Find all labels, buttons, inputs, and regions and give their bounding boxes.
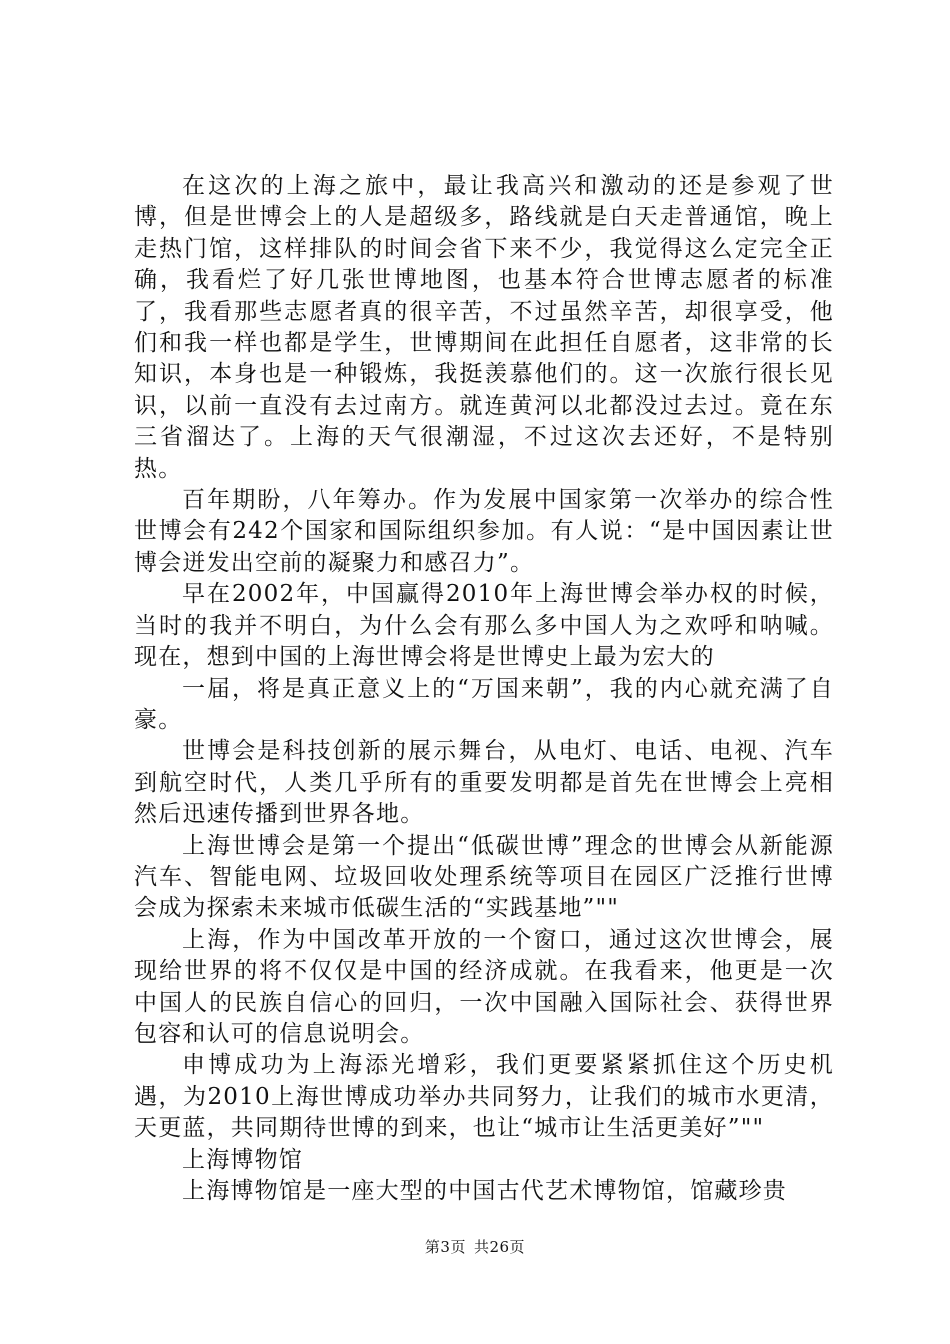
paragraph-century-expectation: 百年期盼，八年筹办。作为发展中国家第一次举办的综合性世博会有242个国家和国际组织参加。有人说：“是中国因素让世博会迸发出空前的凝聚力和感召力”。 [134, 487, 834, 576]
paragraph-wanguo-laichao: 一届，将是真正意义上的“万国来朝”，我的内心就充满了自豪。 [134, 675, 834, 733]
paragraph-tech-innovation: 世博会是科技创新的展示舞台，从电灯、电话、电视、汽车到航空时代，人类几乎所有的重要发明都是首先在世博会上亮相然后迅速传播到世界各地。 [134, 738, 834, 828]
paragraph-reform-window: 上海，作为中国改革开放的一个窗口，通过这次世博会，展现给世界的将不仅仅是中国的经济成就。在我看来，他更是一次中国人的民族自信心的回归，一次中国融入国际社会、获得世界包容和认可的信息说明会。 [134, 926, 834, 1047]
page-number: 第3页 [424, 1238, 466, 1256]
paragraph-low-carbon: 上海世博会是第一个提出“低碳世博”理念的世博会从新能源汽车、智能电网、垃圾回收处理系统等项目在园区广泛推行世博会成为探索未来城市低碳生活的“实践基地”"" [134, 832, 834, 922]
paragraph-2002-bid: 早在2002年，中国赢得2010年上海世博会举办权的时候，当时的我并不明白，为什么会有那么多中国人为之欢呼和呐喊。现在，想到中国的上海世博会将是世博史上最为宏大的 [134, 581, 834, 671]
page-total: 共26页 [473, 1238, 526, 1256]
paragraph-bid-success: 申博成功为上海添光增彩，我们更要紧紧抓住这个历史机遇，为2010上海世博成功举办共同努力，让我们的城市水更清，天更蓝，共同期待世博的到来，也让“城市让生活更美好”"" [134, 1052, 834, 1142]
paragraph-shanghai-trip: 在这次的上海之旅中，最让我高兴和激动的还是参观了世博，但是世博会上的人是超级多，路线就是白天走普通馆，晚上走热门馆，这样排队的时间会省下来不少，我觉得这么定完全正确，我看烂了好几张世博地图，也基本符合世博志愿者的标准了，我看那些志愿者真的很辛苦，不过虽然辛苦，却很享受，他们和我一样也都是学生，世博期间在此担任自愿者，这非常的长知识，本身也是一种锻炼，我挺羡慕他们的。这一次旅行很长见识，以前一直没有去过南方。就连黄河以北都没过去过。竟在东三省溜达了。上海的天气很潮湿，不过这次去还好，不是特别热。 [134, 173, 834, 482]
document-body [134, 171, 834, 1207]
paragraph-museum-intro: 上海博物馆是一座大型的中国古代艺术博物馆，馆藏珍贵 [182, 1178, 787, 1204]
page-footer [0, 1236, 950, 1257]
section-heading-shanghai-museum: 上海博物馆 [182, 1146, 303, 1173]
